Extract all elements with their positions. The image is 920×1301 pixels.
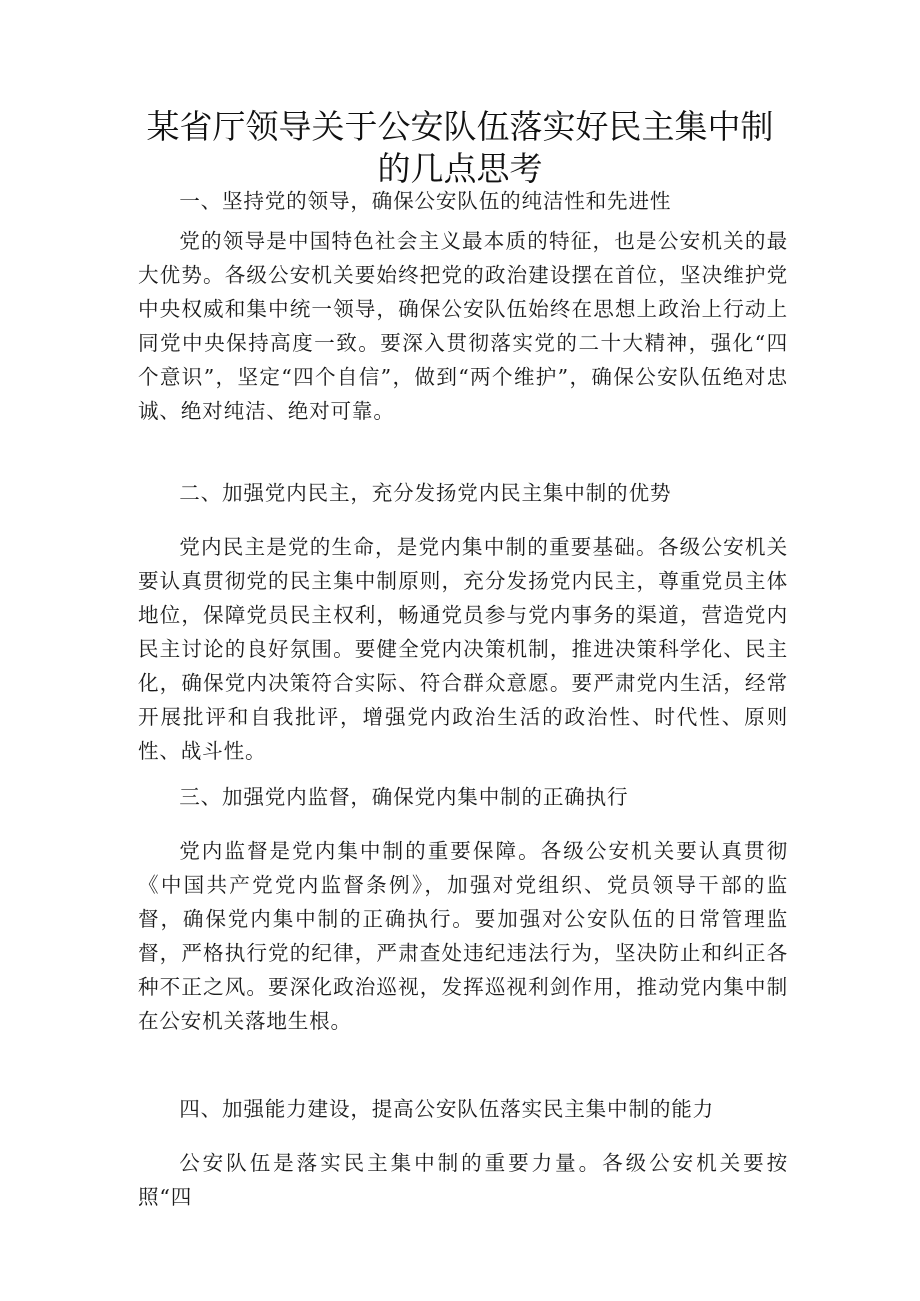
section-3-heading: 三、加强党内监督，确保党内集中制的正确执行 [179,785,629,809]
section-4-paragraph: 公安队伍是落实民主集中制的重要力量。各级公安机关要按照“四 [138,1151,788,1209]
section-4-heading: 四、加强能力建设，提高公安队伍落实民主集中制的能力 [179,1097,715,1121]
section-3-paragraph: 党内监督是党内集中制的重要保障。各级公安机关要认真贯彻《中国共产党党内监督条例》，加强对党组织、党员领导干部的监督，确保党内集中制的正确执行。要加强对公安队伍的日常管理监督，严格执行党的纪律，严肃查处违纪违法行为，坚决防止和纠正各种不正之风。要深化政治巡视，发挥巡视利剑作用，推动党内集中制在公安机关落地生根。 [138,839,788,1033]
section-2-paragraph: 党内民主是党的生命，是党内集中制的重要基础。各级公安机关要认真贯彻党的民主集中制原则，充分发扬党内民主，尊重党员主体地位，保障党员民主权利，畅通党员参与党内事务的渠道，营造党内民主讨论的良好氛围。要健全党内决策机制，推进决策科学化、民主化，确保党内决策符合实际、符合群众意愿。要严肃党内生活，经常开展批评和自我批评，增强党内政治生活的政治性、时代性、原则性、战斗性。 [138,535,788,763]
document-title-line1: 某省厅领导关于公安队伍落实好民主集中制 [146,107,774,146]
section-2-heading: 二、加强党内民主，充分发扬党内民主集中制的优势 [179,481,672,505]
document-title-line2: 的几点思考 [377,149,543,188]
section-1-paragraph: 党的领导是中国特色社会主义最本质的特征，也是公安机关的最大优势。各级公安机关要始终把党的政治建设摆在首位，坚决维护党中央权威和集中统一领导，确保公安队伍始终在思想上政治上行动上同党中央保持高度一致。要深入贯彻落实党的二十大精神，强化“四个意识”，坚定“四个自信”，做到“两个维护”，确保公安队伍绝对忠诚、绝对纯洁、绝对可靠。 [138,229,788,423]
section-1-heading: 一、坚持党的领导，确保公安队伍的纯洁性和先进性 [179,189,672,213]
